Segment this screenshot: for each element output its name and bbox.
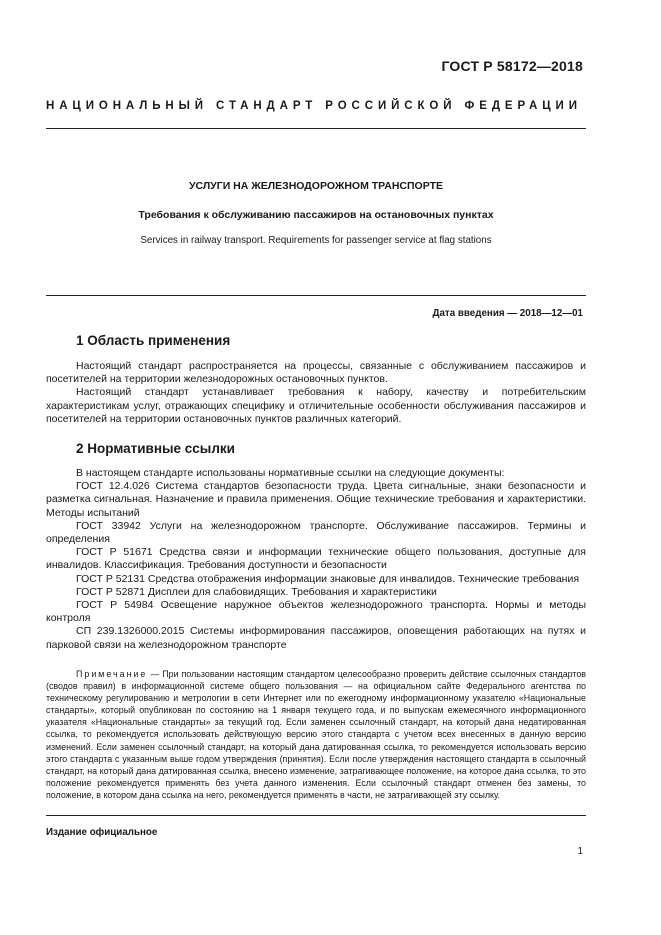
introduction-date: Дата введения — 2018—12—01 [432, 308, 583, 319]
standard-title: УСЛУГИ НА ЖЕЛЕЗНОДОРОЖНОМ ТРАНСПОРТЕ [189, 180, 443, 192]
note-text: — При пользовании настоящим стандартом целесообразно проверить действие ссылочных стандартов (сводов правил) в информационной системе общего пользования — на официальном сайте Федерального агентства по техническому регулированию и метрологии в сети Интернет или по ежегодному информационному указателю «Национальные стандарты», который опубликован по состоянию на 1 января текущего года, и по выпускам ежемесячного информационного указателя «Национальные стандарты» за текущий год. Если заменен ссылочный стандарт, на который дана недатированная ссылка, то рекомендуется использовать действующую версию этого стандарта с учетом всех внесенных в данную версию изменений. Если заменен ссылочный стандарт, на который дана датированная ссылка, то рекомендуется использовать версию этого стандарта с указанным выше годом утверждения (принятия). Если после утверждения настоящего стандарта в ссылочный стандарт, на который дана датированная ссылка, внесено изменение, затрагивающее положение, на которое дана ссылка, то это положение рекомендуется применять без учета данного изменения. Если ссылочный стандарт отменен без замены, то положение, в котором дана ссылка на него, рекомендуется применять в части, не затрагивающей эту ссылку. [46, 669, 586, 800]
paragraph: Настоящий стандарт устанавливает требования к набору, качеству и потребительским характеристикам услуг, отражающих специфику и отличительные особенности обслуживания пассажиров и посетителей на территории остановочных пунктов различных категорий. [46, 386, 586, 425]
reference-item: ГОСТ 12.4.026 Система стандартов безопасности труда. Цвета сигнальные, знаки безопасности и разметка сигнальная. Назначение и правила применения. Общие технические требования и характеристики. Методы испытаний [46, 480, 586, 519]
reference-item: ГОСТ Р 54984 Освещение наружное объектов железнодорожного транспорта. Нормы и методы контроля [46, 599, 586, 625]
references-list [46, 467, 586, 652]
header-rule [46, 128, 586, 129]
paragraph: Настоящий стандарт распространяется на процессы, связанные с обслуживанием пассажиров и посетителей на территории железнодорожных остановочных пунктов. [46, 360, 586, 386]
note-label: Примечание [76, 669, 148, 679]
reference-item: ГОСТ Р 52871 Дисплеи для слабовидящих. Требования и характеристики [76, 585, 437, 598]
english-title: Services in railway transport. Requirements for passenger service at flag stations [140, 235, 492, 246]
section-body [46, 360, 586, 426]
section-heading: 2 Нормативные ссылки [76, 441, 235, 456]
title-rule [46, 295, 586, 296]
document-code: ГОСТ Р 58172—2018 [441, 58, 583, 74]
page-number: 1 [577, 846, 583, 857]
note-paragraph [46, 668, 586, 801]
edition-label: Издание официальное [46, 827, 158, 838]
reference-item: ГОСТ Р 51671 Средства связи и информации технические общего пользования, доступные для инвалидов. Классификация. Требования доступности и безопасности [46, 546, 586, 572]
reference-item: ГОСТ 33942 Услуги на железнодорожном транспорте. Обслуживание пассажиров. Термины и определения [46, 519, 586, 546]
standard-subtitle: Требования к обслуживанию пассажиров на остановочных пунктах [138, 209, 494, 221]
footer-rule [46, 815, 586, 816]
national-standard-title: НАЦИОНАЛЬНЫЙ СТАНДАРТ РОССИЙСКОЙ ФЕДЕРАЦИИ [46, 100, 582, 112]
note-block [46, 668, 586, 801]
section-heading: 1 Область применения [76, 333, 231, 348]
paragraph: В настоящем стандарте использованы нормативные ссылки на следующие документы: [76, 467, 505, 479]
reference-item: СП 239.1326000.2015 Системы информирования пассажиров, оповещения работающих на путях и парковой связи на железнодорожном транспорте [46, 625, 586, 651]
reference-item: ГОСТ Р 52131 Средства отображения информации знаковые для инвалидов. Технические требования [76, 572, 580, 585]
